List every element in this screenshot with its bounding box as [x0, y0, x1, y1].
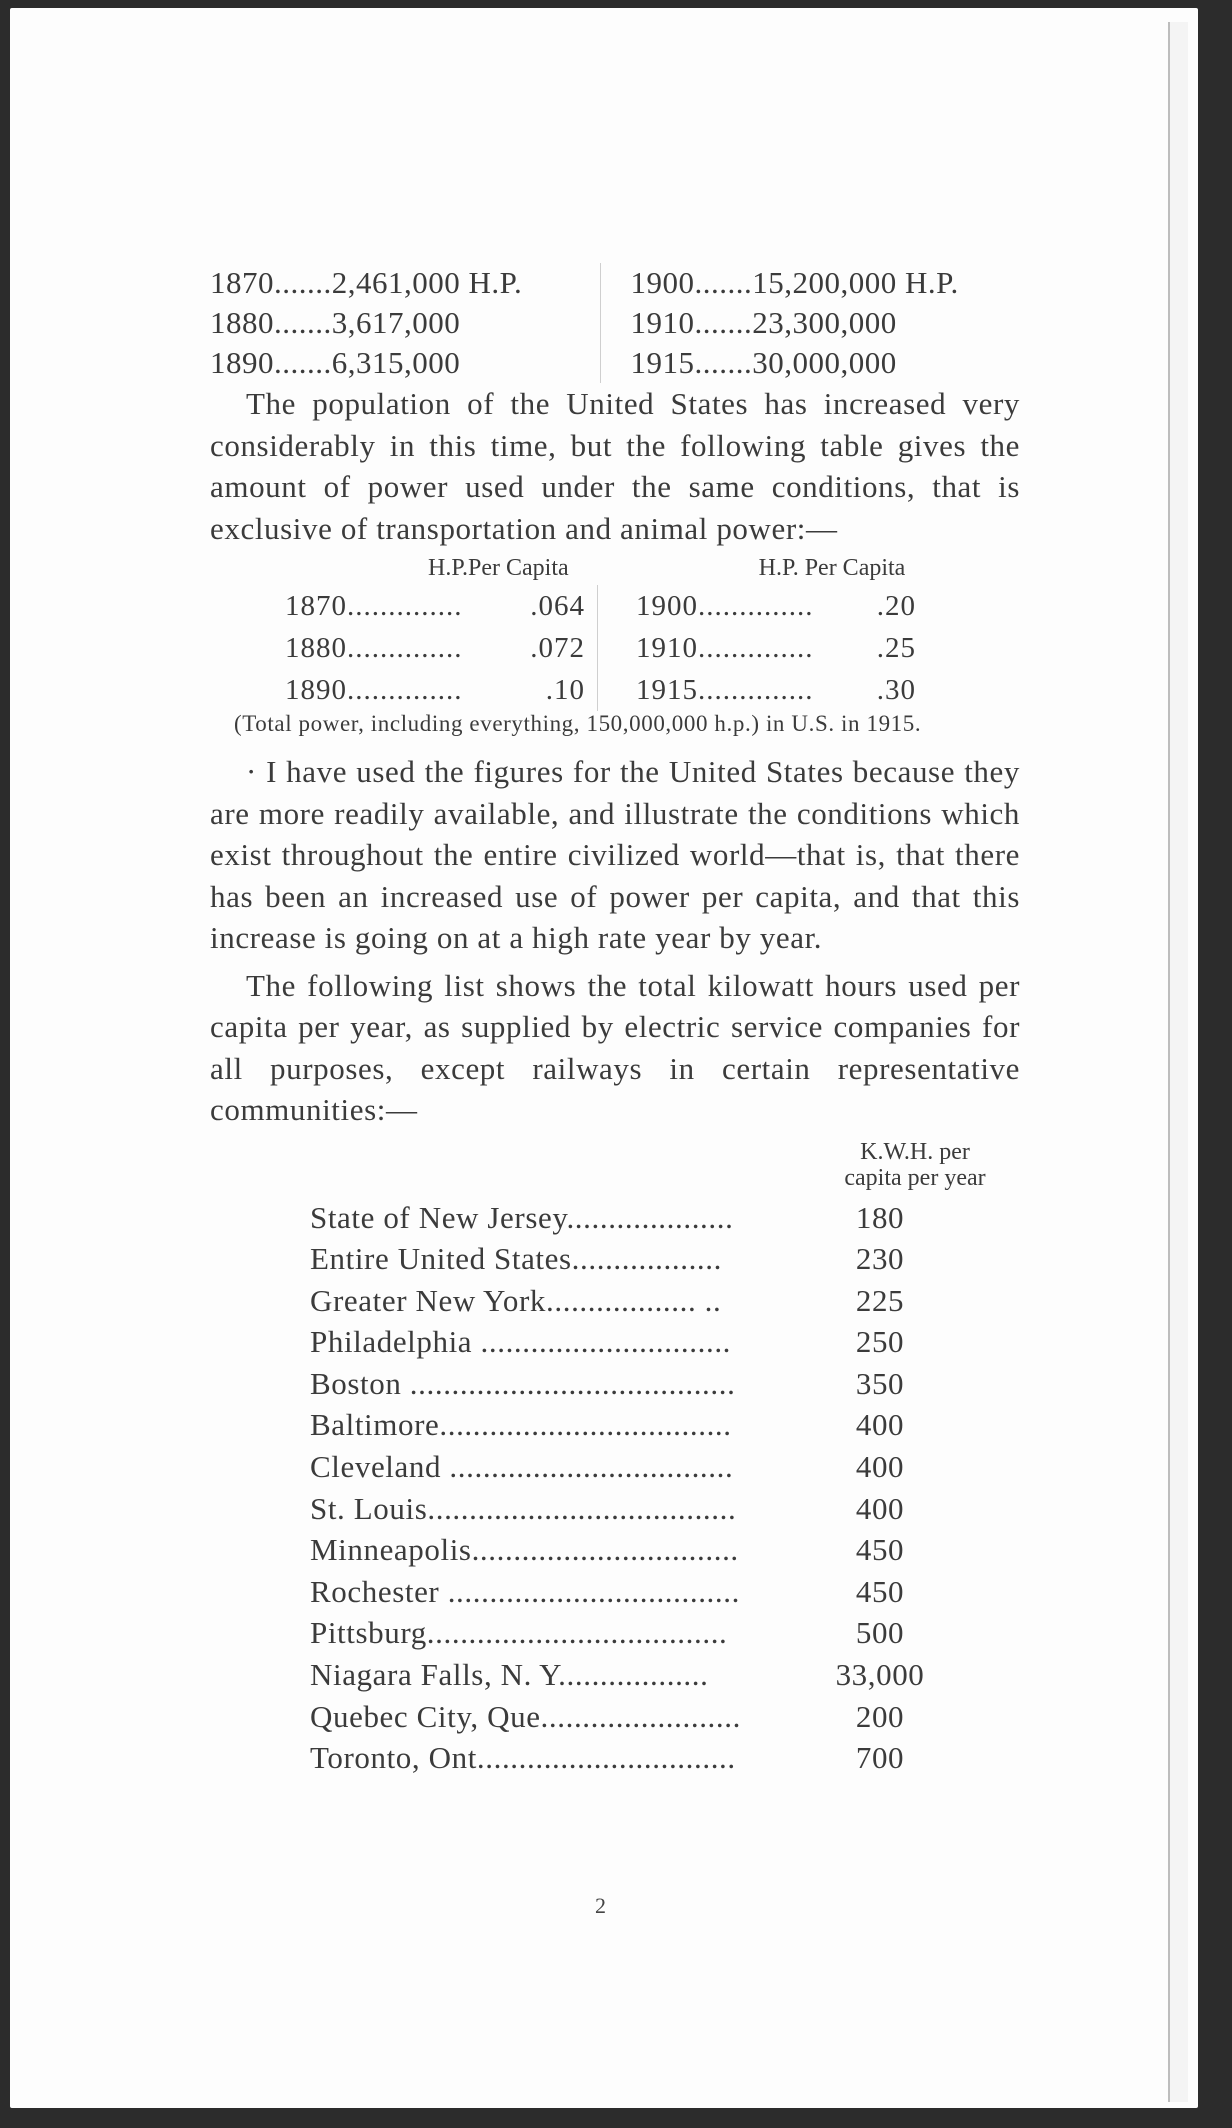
paragraph-figures: · I have used the figures for the United States because they are more readily available, and illustrate the conditions which exist throughout the entire civilized world—that is, that there has been an increased use of power per capita, and that this increase is going on at a high rate year by year. [210, 754, 1020, 955]
horsepower-column-left [210, 263, 601, 383]
kwh-value: 450 [855, 1573, 905, 1609]
per-capita-year: 1910.............. [636, 632, 814, 664]
kwh-city: Boston ....................................... [310, 1365, 736, 1401]
per-capita-row [636, 627, 916, 669]
kwh-city: Niagara Falls, N. Y.................. [310, 1657, 709, 1693]
kwh-city: Greater New York.................. .. [310, 1282, 722, 1318]
kwh-value: 400 [855, 1407, 905, 1443]
horsepower-table [210, 263, 1020, 383]
kwh-city: Minneapolis................................ [310, 1532, 739, 1568]
paragraph-population: The population of the United States has increased very considerably in this time, but the following table gives the amount of power used under the same conditions, that is exclusive of transportation and animal power:— [210, 386, 1020, 546]
horsepower-row: 1900.......15,200,000 H.P. [630, 265, 959, 300]
kwh-value: 400 [855, 1449, 905, 1485]
per-capita-row [636, 585, 916, 627]
kwh-city: Toronto, Ont............................... [310, 1740, 736, 1776]
kwh-row [310, 1238, 1020, 1280]
kwh-column-header [820, 1139, 1010, 1191]
kwh-city: Entire United States.................. [310, 1241, 722, 1277]
kwh-row [310, 1446, 1020, 1488]
kwh-row [310, 1696, 1020, 1738]
kwh-city: Quebec City, Que........................ [310, 1698, 741, 1734]
kwh-value: 350 [855, 1365, 905, 1401]
kwh-row [310, 1197, 1020, 1239]
kwh-value: 180 [855, 1199, 905, 1235]
horsepower-row: 1880.......3,617,000 [210, 305, 461, 340]
kwh-city: Pittsburg.................................... [310, 1615, 728, 1651]
per-capita-column-right [598, 585, 966, 711]
kwh-city: State of New Jersey.................... [310, 1199, 734, 1235]
kwh-value: 500 [855, 1615, 905, 1651]
total-power-note: (Total power, including everything, 150,000,000 h.p.) in U.S. in 1915. [234, 711, 922, 736]
per-capita-row [636, 669, 916, 711]
per-capita-value: .064 [530, 590, 585, 622]
per-capita-column-left [285, 585, 598, 711]
per-capita-row [285, 585, 585, 627]
page-number: 2 [595, 1893, 606, 1918]
kwh-row [310, 1571, 1020, 1613]
per-capita-value: .25 [876, 632, 916, 664]
horsepower-row: 1870.......2,461,000 H.P. [210, 265, 523, 300]
kwh-value: 250 [855, 1324, 905, 1360]
horsepower-row: 1890.......6,315,000 [210, 345, 461, 380]
page-content [210, 263, 1020, 1779]
per-capita-year: 1900.............. [636, 590, 814, 622]
kwh-row [310, 1612, 1020, 1654]
paragraph-kilowatt: The following list shows the total kilowatt hours used per capita per year, as supplied by electric service companies for all purposes, except railways in certain representative communities:— [210, 967, 1020, 1127]
document-page [10, 8, 1198, 2108]
kwh-header-line: capita per year [844, 1164, 986, 1191]
kwh-value: 700 [855, 1740, 905, 1776]
kwh-city: Cleveland .................................. [310, 1449, 734, 1485]
kwh-list [310, 1197, 1020, 1779]
per-capita-header-left: H.P.Per Capita [428, 555, 569, 581]
per-capita-header-right: H.P. Per Capita [758, 555, 906, 581]
kwh-row [310, 1654, 1020, 1696]
kwh-value: 200 [855, 1698, 905, 1734]
per-capita-row [285, 627, 585, 669]
horsepower-column-right [601, 263, 1021, 383]
kwh-row [310, 1321, 1020, 1363]
kwh-row [310, 1529, 1020, 1571]
kwh-row [310, 1737, 1020, 1779]
per-capita-headers [210, 551, 1020, 585]
kwh-value: 230 [855, 1241, 905, 1277]
per-capita-value: .30 [876, 674, 916, 706]
per-capita-year: 1915.............. [636, 674, 814, 706]
kwh-value: 400 [855, 1490, 905, 1526]
kwh-city: Philadelphia .............................. [310, 1324, 732, 1360]
kwh-city: St. Louis..................................... [310, 1490, 737, 1526]
per-capita-row [285, 669, 585, 711]
horsepower-row: 1910.......23,300,000 [630, 305, 897, 340]
kwh-header-line: K.W.H. per [860, 1138, 970, 1165]
kwh-row [310, 1488, 1020, 1530]
per-capita-year: 1880.............. [285, 632, 463, 664]
per-capita-value: .10 [545, 674, 585, 706]
kwh-row [310, 1363, 1020, 1405]
per-capita-table [285, 585, 1020, 711]
kwh-value: 225 [855, 1282, 905, 1318]
next-page-edge [1168, 22, 1188, 2102]
kwh-city: Baltimore................................... [310, 1407, 732, 1443]
per-capita-year: 1870.............. [285, 590, 463, 622]
horsepower-row: 1915.......30,000,000 [630, 345, 897, 380]
per-capita-value: .072 [530, 632, 585, 664]
kwh-row [310, 1404, 1020, 1446]
kwh-city: Rochester ................................... [310, 1573, 740, 1609]
kwh-value: 450 [855, 1532, 905, 1568]
per-capita-year: 1890.............. [285, 674, 463, 706]
kwh-value: 33,000 [835, 1657, 925, 1693]
per-capita-value: .20 [876, 590, 916, 622]
kwh-row [310, 1280, 1020, 1322]
